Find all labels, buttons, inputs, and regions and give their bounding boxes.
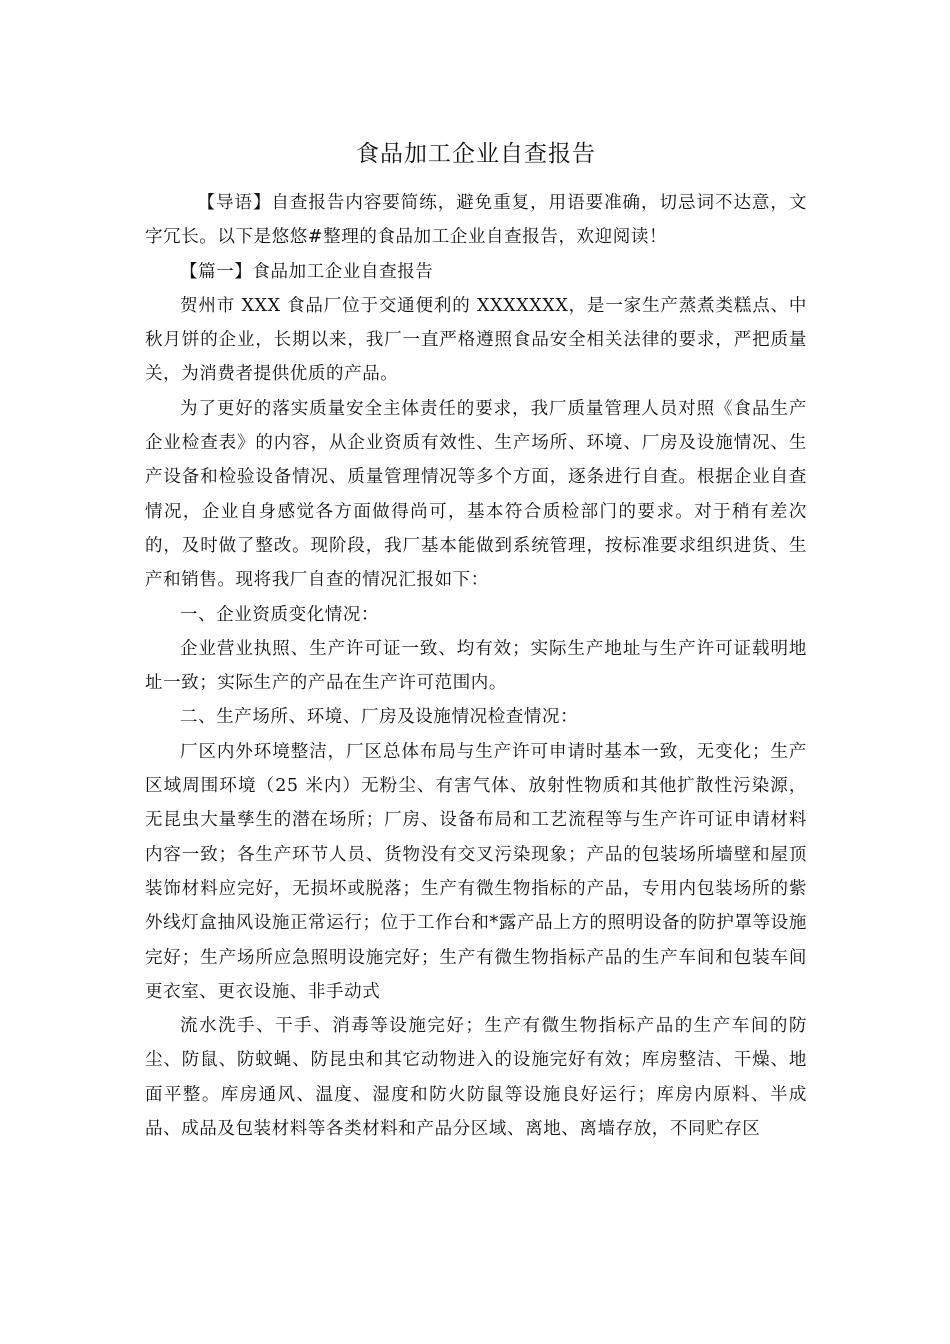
body-paragraph-company: 贺州市 XXX 食品厂位于交通便利的 XXXXXXX，是一家生产蒸煮类糕点、中秋月饼的企业，长期以来，我厂一直严格遵照食品安全相关法律的要求，严把质量关，为消费者提供优质的产品。	[145, 295, 807, 385]
document-title: 食品加工企业自查报告	[356, 141, 596, 167]
section-heading-facilities: 二、生产场所、环境、厂房及设施情况检查情况：	[180, 707, 579, 728]
intro-paragraph: 【导语】自查报告内容要简练，避免重复，用语要准确，切忌词不达意，文字冗长。以下是悠悠#整理的食品加工企业自查报告，欢迎阅读！	[145, 193, 807, 248]
document-page	[145, 132, 807, 1146]
body-paragraph-qualification: 企业营业执照、生产许可证一致、均有效；实际生产地址与生产许可证载明地址一致；实际生产的产品在生产许可范围内。	[145, 638, 807, 694]
body-paragraph-facilities: 厂区内外环境整洁，厂区总体布局与生产许可申请时基本一致，无变化；生产区域周围环境（25 米内）无粉尘、有害气体、放射性物质和其他扩散性污染源，无昆虫大量孳生的潜在场所；厂房、设备布局和工艺流程等与生产许可证申请材料内容一致；各生产环节人员、货物没有交叉污染现象；产品的包装场所墙壁和屋顶装饰材料应完好，无损坏或脱落；生产有微生物指标的产品，专用内包装场所的紫外线灯盒抽风设施正常运行；位于工作台和*露产品上方的照明设备的防护罩等设施完好；生产场所应急照明设施完好；生产有微生物指标产品的生产车间和包装车间更衣室、更衣设施、非手动式	[145, 741, 807, 1002]
section-heading-part-one: 【篇一】食品加工企业自查报告	[180, 261, 434, 282]
body-paragraph-self-inspection: 为了更好的落实质量安全主体责任的要求，我厂质量管理人员对照《食品生产企业检查表》的内容，从企业资质有效性、生产场所、环境、厂房及设施情况、生产设备和检验设备情况、质量管理情况等多个方面，逐条进行自查。根据企业自查情况，企业自身感觉各方面做得尚可，基本符合质检部门的要求。对于稍有差次的，及时做了整改。现阶段，我厂基本能做到系统管理，按标准要求组织进货、生产和销售。现将我厂自查的情况汇报如下：	[145, 398, 807, 591]
body-paragraph-facilities-continued: 流水洗手、干手、消毒等设施完好；生产有微生物指标产品的生产车间的防尘、防鼠、防蚊蝇、防昆虫和其它动物进入的设施完好有效；库房整洁、干燥、地面平整。库房通风、温度、湿度和防火防鼠等设施良好运行；库房内原料、半成品、成品及包装材料等各类材料和产品分区域、离地、离墙存放，不同贮存区	[145, 1016, 807, 1140]
section-heading-qualification: 一、企业资质变化情况：	[180, 604, 380, 625]
